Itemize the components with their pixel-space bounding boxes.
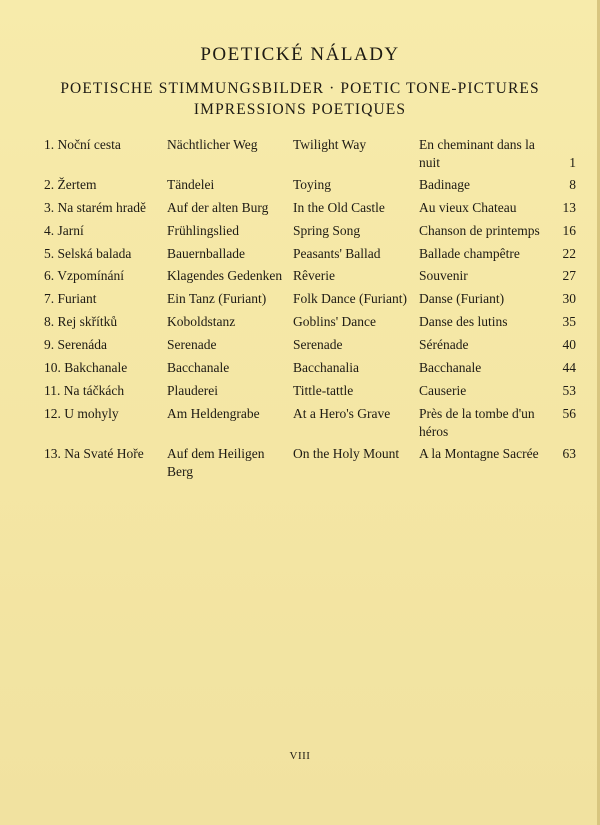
page-number: 13 [562,200,576,215]
german-title: Bacchanale [167,360,230,375]
german-title: Nächtlicher Weg [167,137,258,152]
english-title: Tittle-tattle [293,383,354,398]
page-title: POETICKÉ NÁLADY [200,44,400,65]
french-title: Chanson de printemps [419,223,540,238]
english-title: Goblins' Dance [293,314,377,329]
page-number: 22 [562,246,576,261]
czech-title: 1. Noční cesta [44,137,121,152]
page-number: 53 [562,383,576,398]
german-title: Ein Tanz (Furiant) [167,291,267,306]
page-number: 16 [562,223,576,238]
french-title: Badinage [419,177,470,192]
page-number: 30 [562,291,576,306]
czech-title: 2. Žertem [44,177,97,192]
page-number: 8 [569,177,576,192]
czech-title: 7. Furiant [44,291,97,306]
page-number: 63 [562,446,576,461]
french-title: Sérénade [419,337,469,352]
english-title: Bacchanalia [293,360,359,375]
english-title: Spring Song [293,223,361,238]
german-title: Koboldstanz [167,314,236,329]
german-title: Plauderei [167,383,218,398]
page-number: 27 [562,268,576,283]
german-title: Auf der alten Burg [167,200,269,215]
french-title: Souvenir [419,268,468,283]
czech-title: 5. Selská balada [44,246,132,261]
english-title: On the Holy Mount [293,446,400,461]
page-number: 44 [562,360,576,375]
german-title: Am Heldengrabe [167,406,260,421]
czech-title: 9. Serenáda [44,337,107,352]
english-title: Twilight Way [293,137,367,152]
page-folio: VIII [289,750,311,762]
french-title: Près de la tombe d'un héros [419,406,535,439]
czech-title: 8. Rej skřítků [44,314,118,329]
french-title: Ballade champêtre [419,246,520,261]
german-title: Auf dem Heiligen Berg [167,446,265,479]
english-title: Peasants' Ballad [293,246,381,261]
french-title: Bacchanale [419,360,482,375]
french-title: Causerie [419,383,467,398]
czech-title: 6. Vzpomínání [44,268,124,283]
french-title: Danse des lutins [419,314,508,329]
page-number: 40 [562,337,576,352]
czech-title: 3. Na starém hradě [44,200,146,215]
page-number: 35 [562,314,576,329]
czech-title: 12. U mohyly [44,406,119,421]
english-title: Toying [293,177,332,192]
german-title: Klagendes Gedenken [167,268,283,283]
english-title: Rêverie [293,268,335,283]
subtitle-line-1: POETISCHE STIMMUNGSBILDER · POETIC TONE-PICTURES [60,80,540,97]
english-title: Serenade [293,337,343,352]
czech-title: 4. Jarní [44,223,84,238]
french-title: Au vieux Chateau [419,200,517,215]
subtitle-line-2: IMPRESSIONS POETIQUES [193,101,407,118]
page-number: 56 [562,406,576,421]
german-title: Frühlingslied [167,223,240,238]
german-title: Bauernballade [167,246,245,261]
french-title: A la Montagne Sacrée [419,446,539,461]
page-number: 1 [569,155,576,170]
czech-title: 11. Na táčkách [44,383,125,398]
english-title: At a Hero's Grave [293,406,391,421]
english-title: Folk Dance (Furiant) [293,291,407,306]
german-title: Serenade [167,337,217,352]
german-title: Tändelei [167,177,215,192]
french-title: Danse (Furiant) [419,291,505,306]
czech-title: 13. Na Svaté Hoře [44,446,144,461]
czech-title: 10. Bakchanale [44,360,128,375]
english-title: In the Old Castle [293,200,385,215]
french-title: En cheminant dans la nuit [419,137,535,170]
